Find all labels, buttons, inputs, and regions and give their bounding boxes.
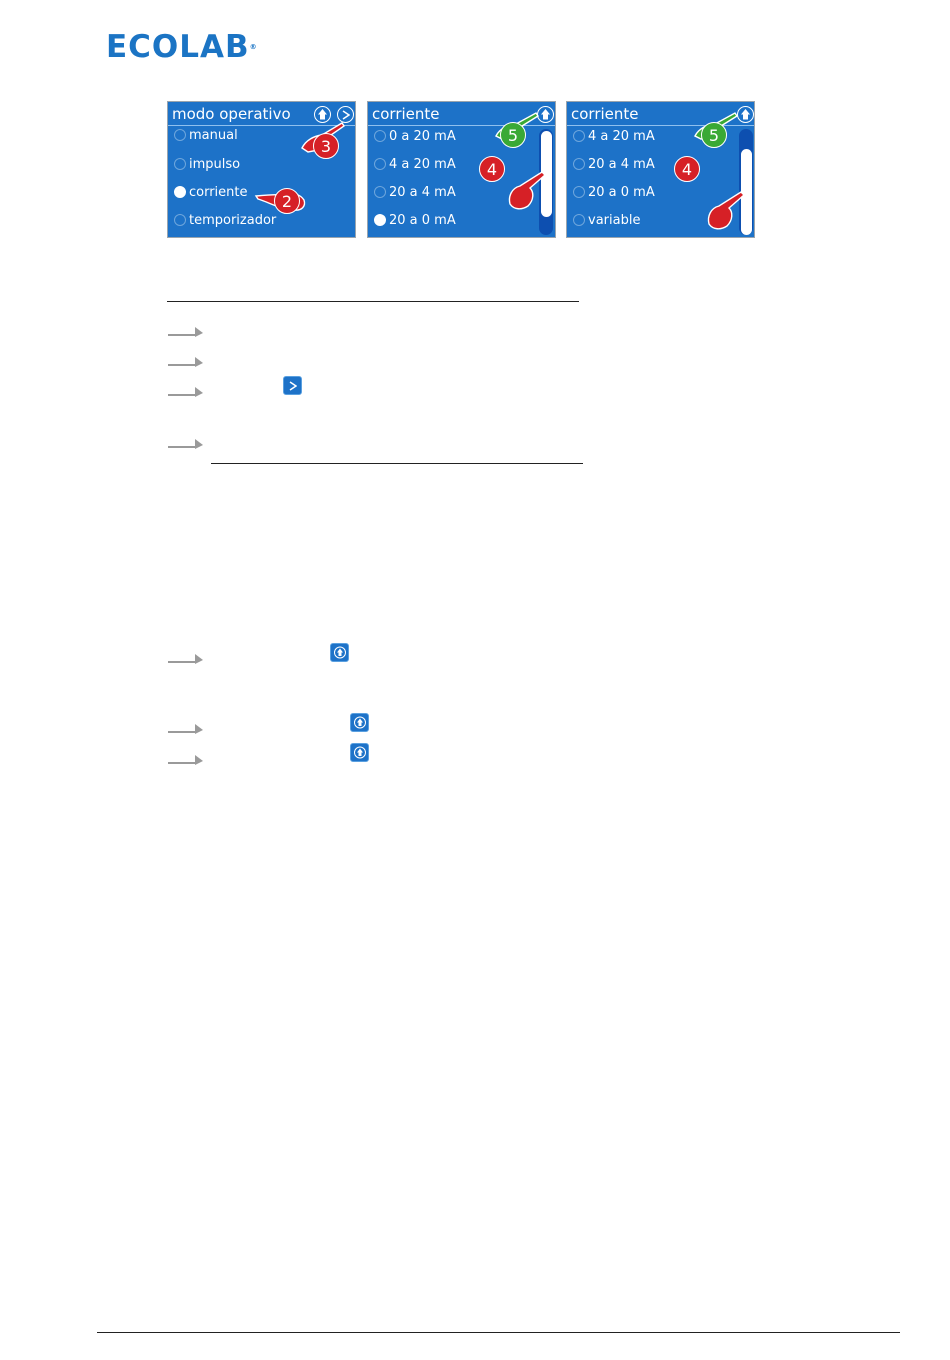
- next-arrow-icon: [283, 376, 302, 395]
- option-20-4ma[interactable]: 20 a 4 mA: [573, 157, 655, 173]
- radio-icon: [374, 130, 386, 142]
- home-icon: [350, 743, 369, 762]
- option-corriente[interactable]: corriente: [174, 185, 248, 201]
- callout-4: 4: [674, 156, 700, 182]
- panel-current-mode-scrolled: [566, 101, 755, 238]
- radio-icon: [174, 214, 186, 226]
- radio-icon: [573, 186, 585, 198]
- callout-5: 5: [500, 122, 526, 148]
- radio-icon: [374, 158, 386, 170]
- option-variable[interactable]: variable: [573, 213, 640, 229]
- radio-selected-icon: [174, 186, 186, 198]
- pointing-hand-icon: [506, 168, 550, 214]
- panel-operating-mode: [167, 101, 356, 238]
- option-temporizador[interactable]: temporizador: [174, 213, 276, 229]
- footer-rule: [97, 1332, 900, 1333]
- panel-title: modo operativo: [172, 105, 291, 123]
- home-icon: [330, 643, 349, 662]
- radio-icon: [573, 214, 585, 226]
- section-rule: [167, 301, 579, 302]
- radio-selected-icon: [374, 214, 386, 226]
- option-4-20ma[interactable]: 4 a 20 mA: [573, 129, 655, 145]
- callout-4: 4: [479, 156, 505, 182]
- option-4-20ma[interactable]: 4 a 20 mA: [374, 157, 456, 173]
- panel-title: corriente: [571, 105, 639, 123]
- step-arrow-icon: [168, 751, 204, 765]
- panel-title: corriente: [372, 105, 440, 123]
- ecolab-logo: ECOLAB®: [106, 29, 257, 65]
- callout-5: 5: [701, 122, 727, 148]
- radio-icon: [573, 158, 585, 170]
- option-0-20ma[interactable]: 0 a 20 mA: [374, 129, 456, 145]
- step-arrow-icon: [168, 650, 204, 664]
- option-manual[interactable]: manual: [174, 128, 238, 144]
- callout-2: 2: [274, 188, 300, 214]
- radio-icon: [374, 186, 386, 198]
- callout-3: 3: [313, 133, 339, 159]
- radio-icon: [174, 129, 186, 141]
- option-20-0ma[interactable]: 20 a 0 mA: [374, 213, 456, 229]
- pointing-hand-icon: [705, 188, 749, 232]
- step-arrow-icon: [168, 323, 204, 337]
- section-rule: [211, 463, 583, 464]
- step-arrow-icon: [168, 435, 204, 449]
- home-icon: [350, 713, 369, 732]
- option-20-4ma[interactable]: 20 a 4 mA: [374, 185, 456, 201]
- step-arrow-icon: [168, 383, 204, 397]
- step-arrow-icon: [168, 720, 204, 734]
- option-impulso[interactable]: impulso: [174, 157, 240, 173]
- radio-icon: [573, 130, 585, 142]
- step-arrow-icon: [168, 353, 204, 367]
- option-20-0ma[interactable]: 20 a 0 mA: [573, 185, 655, 201]
- radio-icon: [174, 158, 186, 170]
- panel-current-mode: [367, 101, 556, 238]
